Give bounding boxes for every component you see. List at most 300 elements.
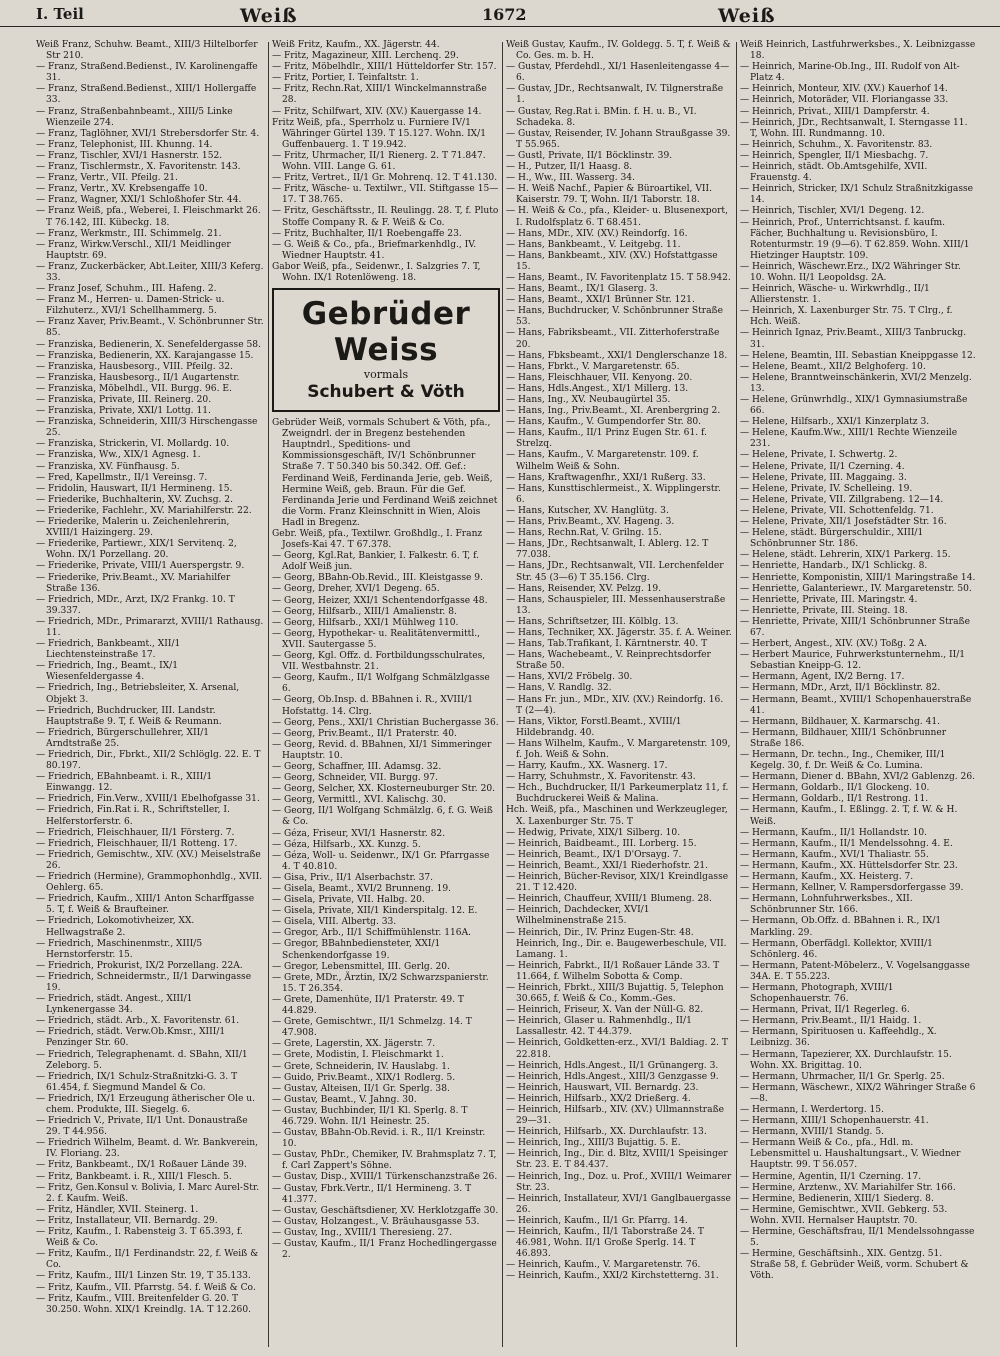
directory-entry: — Franziska, Private, III. Reinerg. 20. — [36, 395, 212, 405]
section-label: I. Teil — [36, 5, 84, 23]
directory-entry: — Hans, Kraftwagenfhr., XXI/1 Rußerg. 33. — [506, 472, 706, 483]
directory-entry: — Hans, Kaufm., V. Margaretenstr. 109. f. Wilhelm Weiß & Sohn. — [506, 450, 699, 472]
directory-entry: — Friedrich, Kaufm., XIII/1 Anton Scharffgasse 5. T, f. Weiß & Braufteiner. — [36, 894, 255, 916]
directory-entry: — Gustav, PhDr., Chemiker, IV. Brahmsplatz 7. T, f. Carl Zappert's Söhne. — [272, 1150, 497, 1172]
directory-entry: — Fritz, Händler, XVII. Steinerg. 1. — [36, 1204, 199, 1215]
directory-entry: — H. Weiß Nachf., Papier & Büroartikel, VII. Kaiserstr. 79. T, Wohn. II/1 Taborstr. 18. — [506, 184, 712, 206]
directory-entry: — Heinrich, Schuhm., X. Favoritenstr. 83. — [740, 139, 933, 150]
directory-entry: — Helene, Private, VII. Zillgrabeng. 12—14. — [740, 494, 944, 505]
directory-entry: — Hans, Fabriksbeamt., VII. Zitterhoferstraße 20. — [506, 328, 720, 350]
directory-entry: — Fred, Kapellmstr., II/1 Vereinsg. 7. — [36, 472, 208, 483]
directory-entry: — Heinrich, Baidbeamt., III. Lorberg. 15. — [506, 838, 697, 849]
directory-entry: — Hermann, Spirituosen u. Kaffeehdlg., X. Leibnizg. 36. — [740, 1027, 937, 1049]
directory-entry: — Heinrich, Wäsche- u. Wirkwrhdlg., II/1 Allierstenstr. 1. — [740, 284, 930, 306]
directory-entry: — Heinrich, Hilfsarb., XX. Durchlaufstr. 13. — [506, 1127, 707, 1138]
directory-entry: — Hermann, I. Werdertorg. 15. — [740, 1105, 884, 1115]
directory-entry: — Friedrich, Bürgerschullehrer, XII/1 Arndtstraße 25. — [36, 727, 210, 749]
directory-entry: — Franz Xaver, Priv.Beamt., V. Schönbrunner Str. 85. — [36, 317, 264, 339]
directory-entry: — Friedrich, städt. Angest., XIII/1 Lynkenergasse 34. — [36, 994, 193, 1016]
directory-entry: — Hans, Beamt., XXI/1 Brünner Str. 121. — [506, 295, 695, 306]
directory-entry: — Friedrich, IX/1 Erzeugung ätherischer Ole u. chem. Produkte, III. Siegelg. 6. — [36, 1093, 255, 1115]
directory-entry: — Hans, Priv.Beamt., XV. Hageng. 3. — [506, 517, 675, 528]
directory-entry: — Franziska, Strickerin, VI. Mollardg. 10. — [36, 439, 230, 450]
directory-entry: — Heinrich, Chauffeur, XVIII/1 Blumeng. 28. — [506, 894, 712, 905]
page-header — [0, 0, 1000, 27]
directory-entry: — Hans Wilhelm, Kaufm., V. Margaretenstr. 109, f. Joh. Weiß & Sohn. — [506, 738, 731, 760]
directory-entry: — Georg, Kgl.Rat, Bankier, I. Falkestr. 6. T, f. Adolf Weiß jun. — [272, 551, 480, 573]
directory-entry: — Hermann Weiß & Co., pfa., Hdl. m. Lebensmittel u. Haushaltungsart., V. Wiedner Hauptstr. 99. T 56.057. — [740, 1138, 961, 1171]
directory-entry: — Gustav, Holzangest., V. Bräuhausgasse 53. — [272, 1216, 480, 1227]
directory-entry: — Friedrich, Maschinenmstr., XIII/5 Hernstorferstr. 15. — [36, 938, 203, 960]
directory-entry: — Hans, Reisender, XV. Pelzg. 19. — [506, 583, 662, 594]
directory-entry: — Georg, Selcher, XX. Klosterneuburger Str. 20. — [272, 784, 496, 795]
directory-entry: — Hermann, Kaufm., I. Eßlingg. 2. T, f. W. & H. Weiß. — [740, 805, 958, 827]
directory-entry: — Gustav, Reisender, IV. Johann Straußgasse 39. T 55.965. — [506, 128, 731, 150]
directory-entry: — Hans, Viktor, Forstl.Beamt., XVIII/1 Hildebrandg. 40. — [506, 716, 682, 738]
directory-entry: — Hans, Rechn.Rat, V. Grilng. 15. — [506, 528, 662, 539]
directory-entry: — Heinrich, Marine-Ob.Ing., III. Rudolf von Alt-Platz 4. — [740, 62, 960, 84]
directory-entry: — Georg, Hilfsarb., XXI/1 Mühlweg 110. — [272, 617, 459, 628]
directory-entry: — Helene, Branntweinschänkerin, XVI/2 Menzelg. 13. — [740, 372, 972, 394]
directory-entry: — Hans, Kaufm., II/1 Prinz Eugen Str. 61. f. Strelzq. — [506, 428, 707, 450]
directory-entry: — Fritz, Geschäftsstr., II. Reulingg. 28. T, f. Pluto Stoffe Company R. & F. Weiß & Co. — [272, 206, 499, 228]
directory-entry: — Fritz, Wäsche- u. Textilwr., VII. Stiftgasse 15—17. T 38.765. — [272, 184, 499, 206]
directory-entry: — Fritz, Rechn.Rat, XIII/1 Winckelmannstraße 28. — [272, 84, 487, 106]
directory-entry: — Hermann, Kaufm., XX. Heisterg. 7. — [740, 872, 914, 883]
directory-entry: — Hans, Schriftsetzer, III. Kölblg. 13. — [506, 616, 679, 627]
directory-entry: — Fritz, Bankbeamt., IX/1 Roßauer Lände 39. — [36, 1160, 247, 1171]
directory-entry: — H., Ww., III. Wasserg. 34. — [506, 173, 635, 184]
directory-entry: — Hans, Wachebeamt., V. Reinprechtsdorfer Straße 50. — [506, 650, 711, 672]
directory-entry: — Helene, Private, XII/1 Josefstädter Str. 16. — [740, 517, 947, 528]
directory-entry: — Fritz, Kaufm., I. Rabensteig 3. T 65.393, f. Weiß & Co. — [36, 1227, 243, 1249]
directory-entry: — Friedrich, Telegraphenamt. d. SBahn, XII/1 Zeleborg. 5. — [36, 1049, 248, 1071]
directory-entry: — Heinrich, Tischler, XVI/1 Degeng. 12. — [740, 206, 925, 217]
directory-entry: — Heinrich, Ing., XIII/3 Bujattig. 5. E. — [506, 1138, 681, 1149]
advertisement-vormals: vormals — [363, 368, 409, 382]
directory-entry: — Helene, Beamt., XII/2 Belghoferg. 10. — [740, 361, 926, 372]
directory-entry: — Georg, Hilfsarb., XIII/1 Amalienstr. 8. — [272, 606, 457, 617]
directory-entry: — Georg, Revid. d. BBahnen, XI/1 Simmeringer Hauptstr. 10. — [272, 739, 492, 761]
directory-entry: — Georg, Kaufm., II/1 Wolfgang Schmälzlgasse 6. — [272, 673, 490, 695]
directory-entry: — Hermann, Tapezierer, XX. Durchlaufstr. 15. Wohn. XX. Brigittag. 10. — [740, 1049, 952, 1071]
directory-entry: — Harry, Kaufm., XX. Wasnerg. 17. — [506, 761, 668, 772]
directory-entry: — Friedrich, Buchdrucker, III. Landstr. Hauptstraße 9. T, f. Weiß & Reumann. — [36, 705, 222, 727]
directory-entry: — Friederike, Partiewr., XIX/1 Servitenq. 2, Wohn. IX/1 Porzellang. 20. — [36, 539, 237, 561]
directory-entry: — Friedrich, Fin.Rat i. R., Schriftsteller, I. Helferstorferstr. 6. — [36, 805, 230, 827]
directory-entry: — Henriette, Galanteriewr., IV. Margaretenstr. 50. — [740, 583, 972, 594]
directory-entry: — Heinrich, Dir., IV. Prinz Eugen-Str. 48. Heinrich, Ing., Dir. e. Baugewerbeschule, VII. Lamang. 1. — [506, 927, 727, 960]
directory-entry: — Franz Josef, Schuhm., III. Hafeng. 2. — [36, 284, 217, 295]
directory-entry: — Hermine, Geschäftsinh., XIX. Gentzg. 51. Straße 58, f. Gebrüder Weiß, vorm. Schubert & Vöth. — [740, 1249, 969, 1282]
directory-entry: — Hans Fr. jun., MDr., XIV. (XV.) Reindorfg. 16. T (2—4). — [506, 694, 724, 716]
directory-entry: — Franziska, Hausbesorg., VIII. Pfeilg. 32. — [36, 361, 233, 372]
directory-entry: — Hermann, Wäschewr., XIX/2 Währinger Straße 6—8. — [740, 1082, 976, 1104]
directory-entry: — Hermine, Gemischtwr., XVII. Gebkerg. 53. Wohn. XVII. Hernalser Hauptstr. 70. — [740, 1204, 948, 1226]
directory-entry: — Heinrich, Kaufm., XXI/2 Kirchstetterng. 31. — [506, 1271, 719, 1282]
directory-entry: — Hans, MDr., XIV. (XV.) Reindorfg. 16. — [506, 228, 688, 239]
directory-entry: — Hans, Fbksbeamt., XXI/1 Denglerschanze 18. — [506, 350, 728, 361]
directory-entry: — Friederike, Malerin u. Zeichenlehrerin, XVIII/1 Haizingerg. 29. — [36, 517, 230, 539]
directory-entry: — Hermine, Agentin, II/1 Czerning. 17. — [740, 1171, 922, 1182]
directory-entry: — Gustav, Disp., XVIII/1 Türkenschanzstraße 26. — [272, 1172, 498, 1183]
directory-entry: — Franziska, Bedienerin, XX. Karajangasse 15. — [36, 350, 254, 361]
directory-entry: — Hermann, Beamt., XVIII/1 Schopenhauerstraße 41. — [740, 694, 972, 716]
directory-entry: — Friedrich (Hermine), Grammophonhdlg., XVII. Oehlerg. 65. — [36, 872, 263, 894]
directory-entry: — Guido, Priv.Beamt., XIX/1 Rodlerg. 5. — [272, 1072, 456, 1083]
directory-entry: — Heinrich, Hdls.Angest., II/1 Grünangerg. 3. — [506, 1060, 719, 1071]
directory-entry: — Friedrich, städt. Verw.Ob.Kmsr., XIII/1 Penzinger Str. 60. — [36, 1027, 226, 1049]
directory-entry: — Grete, Damenhüte, II/1 Praterstr. 49. T 44.829. — [272, 994, 464, 1017]
directory-entry: — Fritz, Magazineur, XIII. Lerchenq. 29. — [272, 51, 459, 62]
directory-entry: — Henriette, Handarb., IX/1 Schlickg. 8. — [740, 561, 928, 572]
directory-entry: — Géza, Friseur, XVI/1 Hasnerstr. 82. — [272, 828, 446, 839]
directory-entry: — Heinrich, Friseur, X. Van der Nüll-G. 82. — [506, 1005, 704, 1016]
directory-entry: — Friedrich V., Private, II/1 Unt. Donaustraße 29. T 44.956. — [36, 1116, 248, 1138]
directory-entry: — Franziska, XV. Fünfhausg. 5. — [36, 461, 180, 472]
directory-entry: — Fritz, Möbelhdlr., XIII/1 Hütteldorfer Str. 157. — [272, 62, 497, 73]
directory-entry: — Grete, MDr., Ärztin, IX/2 Schwarzspanierstr. 15. T 26.354. — [272, 972, 489, 994]
directory-entry: — Heinrich, Goldketten-erz., XVI/1 Baldiag. 2. T 22.818. — [506, 1038, 728, 1060]
directory-entry: — Heinrich, Spengler, II/1 Miesbachg. 7. — [740, 150, 929, 161]
directory-entry: — Heinrich, Bücher-Revisor, XIX/1 Kreindlgasse 21. T 12.420. — [506, 872, 729, 894]
directory-entry: — Heinrich, Beamt., IX/1 D'Orsayg. 7. — [506, 849, 682, 860]
directory-entry: — Hch., Buchdrucker, II/1 Parkeumerplatz 11, f. Buchdruckerei Weiß & Malina. — [506, 783, 729, 805]
directory-entry: — Helene, Private, VII. Schottenfeldg. 71. — [740, 505, 934, 516]
directory-entry: — Franziska, Ww., XIX/1 Agnesg. 1. — [36, 450, 201, 461]
directory-entry: — Harry, Schuhmstr., X. Favoritenstr. 43. — [506, 772, 696, 783]
directory-entry: — Heinrich, Privat., XIII/1 Dampferstr. 4. — [740, 106, 930, 117]
directory-entry: — Gustav, Alteisen, II/1 Gr. Sperlg. 38. — [272, 1083, 450, 1094]
directory-entry: — Hermann, Diener d. BBahn, XVI/2 Gablenzg. 26. — [740, 772, 976, 783]
directory-entry: — Heinrich, Motoräder, VII. Floriangasse 33. — [740, 95, 949, 106]
directory-entry: — Gustav, Reg.Rat i. BMin. f. H. u. B., VI. Schadeka. 8. — [506, 106, 697, 128]
directory-entry: — Franz M., Herren- u. Damen-Strick- u. Filzhuterz., XVI/1 Schellhammerg. 5. — [36, 295, 225, 317]
directory-entry: — Heinrich, Ing., Doz. u. Prof., XVIII/1 Weimarer Str. 23. — [506, 1171, 732, 1193]
directory-entry: — Géza, Woll- u. Seidenwr., IX/1 Gr. Pfarrgasse 4. T 40.810. — [272, 850, 490, 872]
directory-entry: — Franziska, Möbelhdl., VII. Burgg. 96. E. — [36, 383, 232, 394]
directory-entry: — Hermine, Bedienerin, XIII/1 Siederg. 8. — [740, 1193, 934, 1204]
directory-entry: — Helene, Kaufm.Ww., XIII/1 Rechte Wienzeile 231. — [740, 428, 958, 450]
directory-entry: — Hans, Kaufm., V. Gumpendorfer Str. 80. — [506, 417, 702, 428]
directory-entry: — Georg, Kgl. Offz. d. Fortbildungsschulrates, VII. Westbahnstr. 21. — [272, 651, 486, 673]
directory-entry: — Hans, Schauspieler, III. Messenhauserstraße 13. — [506, 594, 726, 616]
directory-entry: — Heinrich, städt. Ob.Amtsgehilfe, XVII. Frauenstg. 4. — [740, 162, 928, 184]
directory-entry: — Gregor, BBahnbediensteter, XXI/1 Schenkendorfgasse 19. — [272, 939, 441, 961]
directory-entry: — Hermann, Oberfädgl. Kollektor, XVIII/1 Schönlerg. 46. — [740, 938, 933, 960]
directory-entry: — Fritz, Kaufm., VII. Pfarrstg. 54. f. Weiß & Co. — [36, 1282, 256, 1293]
directory-entry: — Gustav, Geschäftsdiener, XV. Herklotzgaffe 30. — [272, 1205, 499, 1216]
directory-entry: — Hermann, XVIII/1 Standg. 5. — [740, 1127, 885, 1138]
directory-entry: — Hans, Tab.Trafikant, I. Kärntnerstr. 40. T — [506, 639, 708, 650]
directory-entry: — Fritz, Bankbeamt. i. R., XIII/1 Flesch. 5. — [36, 1171, 232, 1182]
directory-entry: — Herbert Maurice, Fuhrwerkstunternehm., II/1 Sebastian Kneipp-G. 12. — [740, 650, 966, 672]
columns — [36, 40, 976, 1350]
directory-entry: — Franz, Tischlermstr., X. Favoritenstr. 143. — [36, 162, 241, 173]
directory-entry: — Friedrich, Lokomotivheizer, XX. Hellwagstraße 2. — [36, 916, 195, 938]
directory-entry: — Friedrich, EBahnbeamt. i. R., XIII/1 Einwangg. 12. — [36, 772, 213, 794]
directory-entry: — H., Putzer, II/1 Haasg. 8. — [506, 162, 633, 173]
directory-entry: — Friedrich, Dir., Fbrkt., XII/2 Schlöglg. 22. E. T 80.197. — [36, 750, 261, 772]
directory-entry: Weiß Heinrich, Lastfuhrwerksbes., X. Leibnizgasse 18. — [740, 40, 976, 62]
directory-entry: — Franz, Wirkw.Verschl., XII/1 Meidlinger Hauptstr. 69. — [36, 239, 231, 261]
directory-entry: — Franz, Zuckerbäcker, Abt.Leiter, XIII/3 Keferg. 33. — [36, 261, 264, 283]
directory-entry: — Heinrich, Kaufm., V. Margaretenstr. 76. — [506, 1260, 701, 1271]
directory-entry: — Heinrich, Ing., Dir. d. Bltz, XVIII/1 Speisinger Str. 23. E. T 84.437. — [506, 1149, 728, 1171]
column-4 — [740, 40, 976, 1350]
directory-entry: Weiß Franz, Schuhw. Beamt., XIII/3 Hiltelborfer Str 210. — [36, 40, 258, 62]
directory-entry: — Hans, Ing., Priv.Beamt., XI. Arenbergring 2. — [506, 406, 721, 417]
directory-entry: — Helene, Grünwrhdlg., XIX/1 Gymnasiumstraße 66. — [740, 395, 968, 417]
directory-entry: — Grete, Gemischtwr., II/1 Schmelzg. 14. T 47.908. — [272, 1017, 472, 1039]
directory-entry: — Fritz, Buchhalter, II/1 Roebengaffe 23. — [272, 228, 462, 239]
directory-entry: — Grete, Schneiderin, IV. Hauslabg. 1. — [272, 1061, 450, 1072]
directory-entry: — Gustav, Kaufm., II/1 Franz Hochedlingergasse 2. — [272, 1239, 497, 1261]
directory-entry: — Franz, Taglöhner, XVI/1 Strebersdorfer Str. 4. — [36, 128, 260, 139]
directory-entry: — Hermann, Kellner, V. Rampersdorfergasse 39. — [740, 883, 964, 894]
directory-entry: — Fritz, Vertret., II/1 Gr. Mohrenq. 12. T 41.130. — [272, 173, 498, 184]
directory-entry: — Hermann, Goldarb., II/1 Glockeng. 10. — [740, 783, 930, 794]
directory-entry: — Hermann, Ob.Offz. d. BBahnen i. R., IX/1 Markling. 29. — [740, 916, 942, 938]
directory-entry: — Hermann, XIII/1 Schopenhauerstr. 41. — [740, 1116, 929, 1127]
directory-entry: — Friederike, Fachlehr., XV. Mariahilferstr. 22. — [36, 505, 252, 516]
directory-entry: — Franz, Telephonist, III. Khunng. 14. — [36, 139, 213, 150]
directory-entry: — Friedrich, Fleischhauer, II/1 Försterg. 7. — [36, 827, 235, 838]
directory-entry: — Friedrich, IX/1 Schulz-Straßnitzki-G. 3. T 61.454, f. Siegmund Mandel & Co. — [36, 1071, 238, 1093]
directory-entry: — Gisela, Private, VII. Halbg. 20. — [272, 895, 425, 906]
directory-entry: — Hermann, Dr. techn., Ing., Chemiker, III/1 Kegelg. 30, f. Dr. Weiß & Co. Lumina. — [740, 750, 946, 772]
directory-entry: — Hans, Techniker, XX. Jägerstr. 35. f. A. Weiner. — [506, 627, 732, 638]
directory-entry: — Heinrich, Hilfsarb., XX/2 Drießerg. 4. — [506, 1093, 691, 1104]
directory-entry: — Heinrich, Hauswart, VII. Bernardg. 23. — [506, 1082, 699, 1093]
directory-entry: — Hans, XVI/2 Fröbelg. 30. — [506, 672, 633, 683]
directory-entry: — Heinrich, Fabrkt., II/1 Roßauer Lände 33. T 11.664, f. Wilhelm Sobotta & Comp. — [506, 960, 720, 982]
directory-entry: — Fritz, Kaufm., III/1 Linzen Str. 19, T 35.133. — [36, 1271, 251, 1282]
directory-entry: — Helene, Beamtin, III. Sebastian Kneippgasse 12. — [740, 350, 976, 361]
directory-entry: — Friedrich, Prokurist, IX/2 Porzellang. 22A. — [36, 960, 243, 971]
directory-entry: — Helene, Private, II/1 Czerning. 4. — [740, 461, 905, 472]
directory-entry: — Gisa, Priv., II/1 Alserbachstr. 37. — [272, 872, 434, 883]
directory-entry: — Friedrich, Ing., Beamt., IX/1 Wiesenfeldergasse 4. — [36, 661, 179, 683]
directory-entry: Gebrüder Weiß, vormals Schubert & Vöth, pfa., Zweigndrl. der in Bregenz bestehenden Hauptndrl., Speditions- und Kommissionsgeschäft, IV/1 Schönbrunner Straße 7. T 50.340 bis 50.342. Off. Gef.: Ferdinand Weiß, Ferdinanda Jerie, geb. Weiß, Hermine Weiß, geb. Braun. Für die Gef. Ferdinanda Jerie und Ferdinand Weiß zeichnet die Vorm. Franz Kleinschnitt in Wien, Alois Hadl in Bregenz. — [272, 418, 498, 528]
running-head-right: Weiß — [718, 5, 776, 27]
directory-entry: — Georg, Schneider, VII. Burgg. 97. — [272, 773, 439, 784]
directory-entry: — Hermine, Geschäftsfrau, II/1 Mendelssohngasse 5. — [740, 1227, 975, 1249]
directory-entry: — Fritz, Schilfwart, XIV. (XV.) Kauergasse 14. — [272, 106, 482, 117]
directory-entry: — Hans, Fleischhauer, VII. Kenyong. 20. — [506, 372, 693, 383]
directory-entry: Hch. Weiß, pfa., Maschinen und Werkzeugleger, X. Laxenburger Str. 75. T — [506, 805, 728, 827]
directory-entry: — Heinrich, X. Laxenburger Str. 75. T Clrg., f. Hch. Weiß. — [740, 306, 953, 328]
directory-entry: Weiß Fritz, Kaufm., XX. Jägerstr. 44. — [272, 40, 440, 50]
directory-entry: — Georg, Pens., XXI/1 Christian Buchergasse 36. — [272, 717, 499, 728]
directory-entry: — Franziska, Schneiderin, XIII/3 Hirschengasse 25. — [36, 417, 258, 439]
directory-entry: — Hans, Fbrkt., V. Margaretenstr. 65. — [506, 361, 680, 372]
column-2 — [272, 40, 500, 1350]
directory-entry: — Gustav, Pferdehdl., XI/1 Hasenleitengasse 4—6. — [506, 62, 730, 84]
directory-entry: — Helene, städt. Lehrerin, XIX/1 Parkerg. 15. — [740, 550, 951, 561]
directory-entry: — Helene, Private, IV. Schelleing. 19. — [740, 483, 913, 494]
page-number: 1672 — [482, 5, 527, 24]
directory-entry: — Herbert, Angest., XIV. (XV.) Toßg. 2 A. — [740, 639, 928, 650]
advertisement-box — [272, 288, 500, 412]
directory-entry: — Gustav, BBahn-Ob.Revid. i. R., II/1 Kreinstr. 10. — [272, 1128, 486, 1150]
directory-entry: — Gustl, Private, II/1 Böcklinstr. 39. — [506, 150, 673, 161]
directory-entry: — Henriette, Private, III. Steing. 18. — [740, 605, 908, 616]
directory-entry: Gabor Weiß, pfa., Seidenwr., I. Salzgries 7. T, Wohn. IX/1 Rotenlöweng. 18. — [272, 261, 481, 283]
directory-entry: — Gustav, Ing., XVIII/1 Theresieng. 27. — [272, 1227, 453, 1238]
directory-entry: — Georg, Dreher, XVI/1 Degeng. 65. — [272, 584, 440, 595]
directory-entry: — Georg, II/1 Wolfgang Schmälzlg. 6, f. G. Weiß & Co. — [272, 806, 493, 828]
running-head-left: Weiß — [240, 5, 298, 27]
directory-entry: Gebr. Weiß, pfa., Textilwr. Großhdlg., I. Franz Josefs-Kai 47. T 67.378. — [272, 529, 483, 551]
directory-entry: — Hermann, Kaufm., XX. Hüttelsdorfer Str. 23. — [740, 860, 958, 871]
directory-entry: — Hans, V. Randlg. 32. — [506, 683, 612, 694]
directory-entry: — Fritz, Kaufm., VIII. Breitenfelder G. 20. T 30.250. Wohn. XIX/1 Kreindlg. 1A. T 12.260. — [36, 1293, 251, 1315]
directory-entry: — Henriette, Private, III. Maringstr. 4. — [740, 594, 918, 605]
directory-entry: — Franz, Straßend.Bedienst., XIII/1 Hollergaffe 33. — [36, 84, 257, 106]
directory-entry: — Hans, Kunsttischlermeist., X. Wipplingerstr. 6. — [506, 483, 721, 505]
directory-entry: — Heinrich, Wäschewr.Erz., IX/2 Währinger Str. 10. Wohn. II/1 Leopoldsg. 2A. — [740, 261, 961, 283]
directory-entry: — Géza, Hilfsarb., XX. Kunzg. 5. — [272, 839, 421, 850]
advertisement-title: Gebrüder Weiss — [301, 296, 471, 369]
directory-entry: — Gustav, Beamt., V. Jahng. 30. — [272, 1094, 417, 1105]
directory-entry: — Georg, Vermittl., XVI. Kalischg. 30. — [272, 795, 447, 806]
directory-entry: — Hermann, Priv.Beamt., II/1 Haidg. 1. — [740, 1016, 922, 1027]
directory-entry: — Hans, Kutscher, XV. Hanglütg. 3. — [506, 505, 669, 516]
directory-entry: — Fritz, Uhrmacher, II/1 Rienerg. 2. T 71.847. Wohn. VIII. Lange G. 61. — [272, 150, 486, 173]
directory-entry: — H. Weiß & Co., pfa., Kleider- u. Blusenexport, I. Rudolfsplatz 6. T 68.451. — [506, 206, 728, 228]
directory-entry: — Hans, JDr., Rechtsanwalt, I. Ablerg. 12. T 77.038. — [506, 539, 709, 561]
advertisement-subtitle: Schubert & Vöth — [307, 382, 465, 403]
directory-entry: — Hans, Bankbeamt., V. Leitgebg. 11. — [506, 239, 681, 250]
directory-entry: — Hans, Beamt., IV. Favoritenplatz 15. T 58.942. — [506, 272, 731, 283]
directory-entry: — Georg, Priv.Beamt., II/1 Praterstr. 40. — [272, 728, 457, 739]
directory-entry: — Franziska, Private, XXI/1 Lottg. 11. — [36, 406, 211, 417]
directory-entry: — Heinrich, Fbrkt., XIII/3 Bujattig. 5, Telephon 30.665, f. Weiß & Co., Komm.-Ges. — [506, 982, 724, 1005]
directory-entry: — Hermann, Privat, II/1 Regerleg. 6. — [740, 1005, 910, 1016]
column-1 — [36, 40, 264, 1350]
directory-entry: — Gisela, Beamt., XVI/2 Brunneng. 19. — [272, 884, 452, 894]
directory-entry: — Hans, Beamt., IX/1 Glaserg. 3. — [506, 284, 659, 295]
directory-entry: — Friedrich, Bankbeamt., XII/1 Liechtensteinstraße 17. — [36, 639, 181, 661]
directory-entry: — Friederike, Priv.Beamt., XV. Mariahilfer Straße 136. — [36, 572, 231, 594]
directory-entry: — Georg, BBahn-Ob.Revid., III. Kleistgasse 9. — [272, 573, 483, 584]
directory-entry: — Gregor, Arb., II/1 Schiffmühlenstr. 116A. — [272, 928, 472, 939]
directory-entry: — Fritz, Kaufm., II/1 Ferdinandstr. 22, f. Weiß & Co. — [36, 1249, 259, 1271]
directory-entry: — Fridolin, Hauswart, II/1 Hermineng. 15. — [36, 483, 233, 494]
directory-entry: — Helene, Private, I. Schwertg. 2. — [740, 450, 898, 461]
directory-entry: — Franz, Straßenbahnbeamt., XIII/5 Linke Wienzeile 274. — [36, 106, 233, 128]
directory-entry: — Hermine, Arztenw., XV. Mariahilfer Str. 166. — [740, 1182, 956, 1193]
directory-entry: — Hermann, Agent, IX/2 Berng. 17. — [740, 672, 905, 683]
directory-entry: — Heinrich, Installateur, XVI/1 Ganglbauergasse 26. — [506, 1193, 731, 1215]
directory-entry: — Friedrich, MDr., Primararzt, XVIII/1 Rathausg. 11. — [36, 616, 264, 638]
directory-entry: — Hans, Hdls.Angest., XI/1 Millerg. 13. — [506, 383, 689, 394]
directory-entry: — Heinrich, Dachdecker, XVI/1 Wilhelminenstraße 215. — [506, 905, 650, 927]
directory-entry: — Friederike, Private, VIII/1 Auerspergstr. 9. — [36, 561, 245, 572]
directory-entry: — Fritz, Portier, I. Teinfaltstr. 1. — [272, 73, 419, 84]
directory-entry: — Gisela, Private, XII/1 Kinderspitalg. 12. E. — [272, 906, 478, 917]
directory-entry: — Friedrich, städt. Arb., X. Favoritenstr. 61. — [36, 1016, 240, 1027]
directory-entry: — Hermann, MDr., Arzt, II/1 Böcklinstr. 82. — [740, 683, 941, 694]
directory-entry: — Hans, Ing., XV. Neubaugürtel 35. — [506, 395, 671, 405]
directory-entry: — Franz, Wagner, XXI/1 Schloßhofer Str. 44. — [36, 195, 242, 206]
directory-entry: — Fritz, Gen.Konsul v. Bolivia, I. Marc Aurel-Str. 2. f. Kaufm. Weiß. — [36, 1182, 260, 1204]
directory-entry: — Helene, Hilfsarb., XXI/1 Kinzerplatz 3. — [740, 417, 930, 428]
directory-entry: — Heinrich, Kaufm., II/1 Gr. Pfarrg. 14. — [506, 1215, 688, 1226]
directory-entry: — Hermann, Lohnfuhrwerksbes., XII. Schönbrunner Str. 166. — [740, 894, 913, 916]
directory-entry: — Grete, Lagerstin, XX. Jägerstr. 7. — [272, 1039, 436, 1050]
directory-entry: — Gustav, JDr., Rechtsanwalt, IV. Tilgnerstraße 1. — [506, 84, 724, 106]
directory-entry: — Heinrich, Hilfsarb., XIV. (XV.) Ullmannstraße 29—31. — [506, 1105, 725, 1127]
directory-entry: — Friedrich, Ing., Betriebsleiter, X. Arsenal, Objekt 3. — [36, 683, 240, 705]
directory-entry: — Franz, Werkmstr., III. Schimmelg. 21. — [36, 228, 222, 239]
directory-entry: — Georg, Schaffner, III. Adamsg. 32. — [272, 761, 442, 772]
directory-entry: — Heinrich, Monteur, XIV. (XV.) Kauerhof 14. — [740, 84, 948, 95]
directory-entry: — Heinrich, Prof., Unterrichtsanst. f. kaufm. Fächer, Buchhaltung u. Revisionsbüro, I. Rotenturmstr. 19 (9—6). T 62.859. Wohn. XIII/1 Hietzinger Hauptstr. 109. — [740, 217, 970, 261]
directory-entry: — Friedrich Wilhelm, Beamt. d. Wr. Bankverein, IV. Floriang. 23. — [36, 1138, 258, 1160]
directory-entry: — Hermann, Goldarb., II/1 Restrong. 11. — [740, 794, 929, 805]
directory-entry: — Friedrich, Schneidermstr., II/1 Darwingasse 19. — [36, 971, 252, 993]
directory-entry: — Heinrich, JDr., Rechtsanwalt, I. Sterngasse 11. T, Wohn. III. Rundmanng. 10. — [740, 117, 968, 139]
directory-entry: — Heinrich, Hdls.Angest., XIII/3 Genzgasse 9. — [506, 1071, 719, 1082]
directory-entry: — Grete, Modistin, I. Fleischmarkt 1. — [272, 1050, 444, 1061]
directory-entry: — Heinrich, Kaufm., II/1 Taborstraße 24. T 46.981, Wohn. II/1 Große Sperlg. 14. T 46.893. — [506, 1227, 704, 1260]
directory-entry: — Heinrich, Stricker, IX/1 Schulz Straßnitzkigasse 14. — [740, 184, 974, 206]
directory-entry: — Gisela, VIII. Albertg. 33. — [272, 917, 397, 928]
directory-entry: — Hans, Buchdrucker, V. Schönbrunner Straße 53. — [506, 306, 724, 328]
directory-entry: — Hermann, Kaufm., XVI/1 Thaliastr. 55. — [740, 849, 929, 860]
directory-entry: — Franz, Tischler, XVI/1 Hasnerstr. 152. — [36, 150, 223, 161]
directory-entry: — Gustav, Fbrk.Vertr., II/1 Hermineng. 3. T 41.377. — [272, 1183, 472, 1205]
directory-entry: — Heinrich, Glaser u. Rahmenhdlg., II/1 Lassallestr. 42. T 44.379. — [506, 1016, 692, 1038]
directory-entry: — Henriette, Private, XIII/1 Schönbrunner Straße 67. — [740, 616, 970, 638]
directory-entry: — Georg, Hypothekar- u. Realitätenvermittl., XVII. Sautergasse 5. — [272, 628, 481, 650]
directory-entry: — Helene, Private, III. Maggaing. 3. — [740, 472, 907, 483]
directory-entry: — Friedrich, MDr., Arzt, IX/2 Frankg. 10. T 39.337. — [36, 594, 235, 616]
directory-entry: — Hermann, Uhrmacher, II/1 Gr. Sperlg. 25. — [740, 1071, 945, 1082]
directory-entry: Weiß Gustav, Kaufm., IV. Goldegg. 5. T, f. Weiß & Co. Ges. m. b. H. — [506, 40, 731, 62]
directory-entry: — Franziska, Hausbesorg., II/1 Augartenstr. — [36, 372, 240, 383]
directory-entry: — Hermann, Bildhauer, X. Karmarschg. 41. — [740, 716, 941, 727]
directory-entry: — Hans, JDr., Rechtsanwalt, VII. Lerchenfelder Str. 45 (3—6) T 35.156. Clrg. — [506, 561, 724, 583]
directory-entry: — Georg, Ob.Insp. d. BBahnen i. R., XVIII/1 Hofstattg. 14. Clrg. — [272, 695, 474, 717]
directory-entry: — Friedrich, Gemischtw., XIV. (XV.) Meiselstraße 26. — [36, 849, 261, 871]
directory-entry: — Gustav, Buchbinder, II/1 Kl. Sperlg. 8. T 46.729. Wohn. II/1 Heinestr. 25. — [272, 1105, 468, 1127]
directory-entry: — G. Weiß & Co., pfa., Briefmarkenhdlg., IV. Wiedner Hauptstr. 41. — [272, 239, 477, 261]
directory-entry: — Franz Weiß, pfa., Weberei, I. Fleischmarkt 26. T 76.142, III. Kübeckg. 18. — [36, 206, 261, 228]
directory-entry: — Hermann, Kaufm., II/1 Mendelssohng. 4. E. — [740, 838, 953, 849]
directory-entry: Fritz Weiß, pfa., Sperrholz u. Furniere IV/1 Währinger Gürtel 139. T 15.127. Wohn. IX/1 Guffenbauerg. 1. T 19.942. — [272, 117, 487, 150]
directory-entry: — Franz, Vertr., XV. Krebsengaffe 10. — [36, 184, 208, 195]
directory-entry: — Hans, Bankbeamt., XIV. (XV.) Hofstattgasse 15. — [506, 250, 718, 272]
directory-entry: — Fritz, Installateur, VII. Bernardg. 29. — [36, 1215, 218, 1226]
directory-entry: — Heinrich, Beamt., XXI/1 Riederhofstr. 21. — [506, 860, 709, 871]
directory-entry: — Franz, Straßend.Bedienst., IV. Karolinengaffe 31. — [36, 62, 258, 84]
directory-entry: — Hermann, Bildhauer, XIII/1 Schönbrunner Straße 186. — [740, 727, 947, 749]
directory-entry: — Hermann, Patent-Möbelerz., V. Vogelsanggasse 34A. E. T 55.223. — [740, 960, 970, 982]
directory-entry: — Helene, städt. Bürgerschuldir., XIII/1 Schönbrunner Str. 186. — [740, 528, 924, 550]
directory-entry: — Henriette, Komponistin, XIII/1 Maringstraße 14. — [740, 572, 976, 583]
directory-entry: — Friedrich, Fleischhauer, II/1 Rotteng. 17. — [36, 838, 238, 849]
directory-entry: — Hermann, Photograph, XVIII/1 Schopenhauerstr. 76. — [740, 982, 894, 1005]
directory-entry: — Gregor, Lebensmittel, III. Gerlg. 20. — [272, 961, 450, 972]
directory-entry: — Friederike, Buchhalterin, XV. Zuchsg. 2. — [36, 494, 233, 505]
directory-entry: — Franz, Vertr., VII. Pfeilg. 21. — [36, 173, 178, 184]
column-3 — [506, 40, 732, 1350]
directory-entry: — Hedwig, Private, XIX/1 Silberg. 10. — [506, 827, 681, 838]
directory-entry: — Franziska, Bedienerin, X. Senefeldergasse 58. — [36, 339, 261, 350]
